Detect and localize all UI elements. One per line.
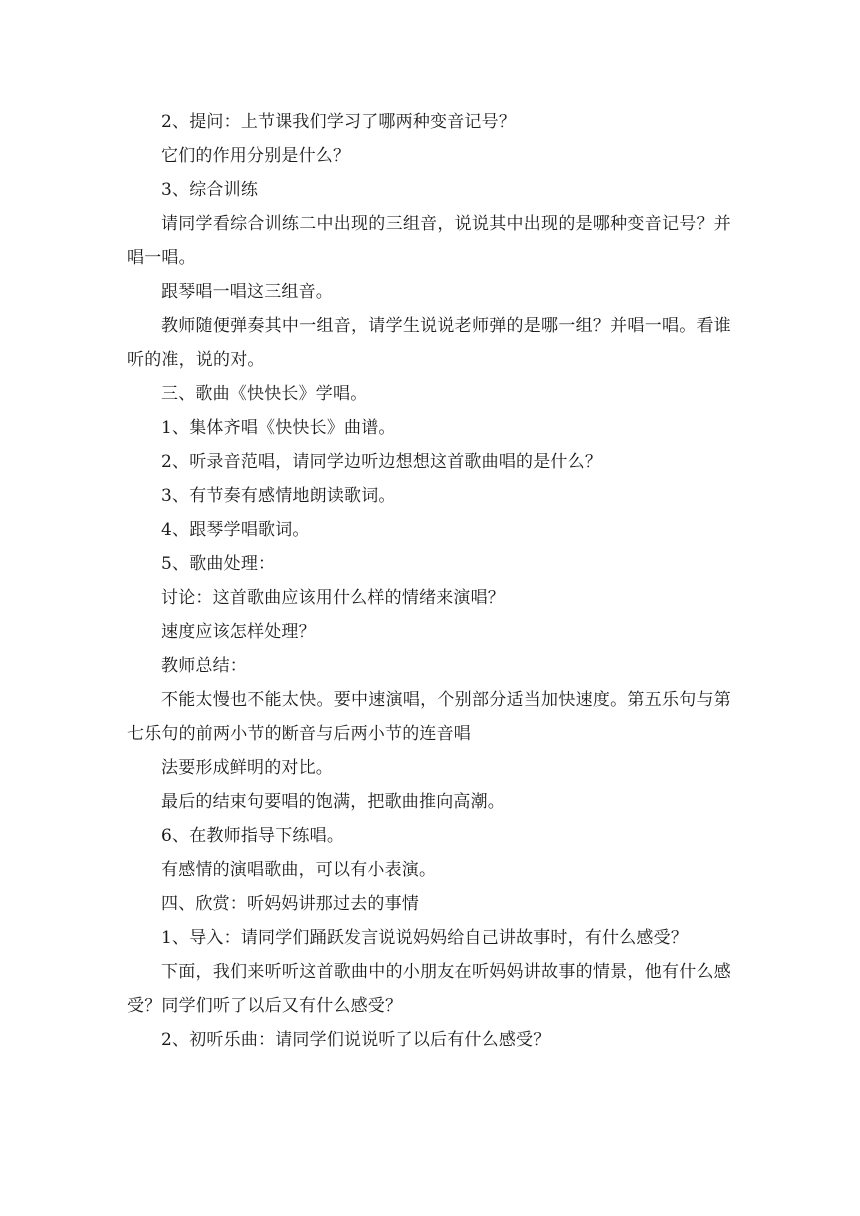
- paragraph: 它们的作用分别是什么？: [161, 146, 351, 166]
- paragraph: 1、集体齐唱《快快长》曲谱。: [161, 418, 396, 438]
- paragraph: 不能太慢也不能太快。要中速演唱，个别部分适当加快速度。第五乐句与第七乐句的前两小节的断音与后两小节的连音唱: [127, 690, 731, 744]
- paragraph: 法要形成鲜明的对比。: [161, 758, 333, 778]
- section-heading: 四、欣赏：听妈妈讲那过去的事情: [161, 894, 419, 914]
- paragraph: 跟琴唱一唱这三组音。: [161, 282, 333, 302]
- paragraph: 速度应该怎样处理？: [161, 622, 316, 642]
- document-body: [127, 105, 731, 1057]
- paragraph: 2、提问：上节课我们学习了哪两种变音记号？: [161, 112, 517, 132]
- paragraph: 有感情的演唱歌曲，可以有小表演。: [161, 860, 437, 880]
- paragraph: 教师总结：: [161, 656, 247, 676]
- paragraph: 请同学看综合训练二中出现的三组音，说说其中出现的是哪种变音记号？并唱一唱。: [127, 214, 731, 268]
- paragraph: 3、综合训练: [161, 180, 259, 200]
- paragraph: 下面，我们来听听这首歌曲中的小朋友在听妈妈讲故事的情景，他有什么感受？同学们听了以后又有什么感受？: [127, 962, 731, 1016]
- paragraph: 最后的结束句要唱的饱满，把歌曲推向高潮。: [161, 792, 505, 812]
- paragraph: 教师随便弹奏其中一组音，请学生说说老师弹的是哪一组？并唱一唱。看谁听的准，说的对。: [127, 316, 731, 370]
- paragraph: 1、导入：请同学们踊跃发言说说妈妈给自己讲故事时，有什么感受？: [161, 928, 689, 948]
- paragraph: 5、歌曲处理：: [161, 554, 276, 574]
- paragraph: 讨论：这首歌曲应该用什么样的情绪来演唱？: [161, 588, 505, 608]
- paragraph: 3、有节奏有感情地朗读歌词。: [161, 486, 396, 506]
- paragraph: 6、在教师指导下练唱。: [161, 826, 345, 846]
- paragraph: 2、听录音范唱，请同学边听边想想这首歌曲唱的是什么？: [161, 452, 603, 472]
- paragraph: 4、跟琴学唱歌词。: [161, 520, 310, 540]
- section-heading: 三、歌曲《快快长》学唱。: [161, 384, 368, 404]
- paragraph: 2、初听乐曲：请同学们说说听了以后有什么感受？: [161, 1030, 551, 1050]
